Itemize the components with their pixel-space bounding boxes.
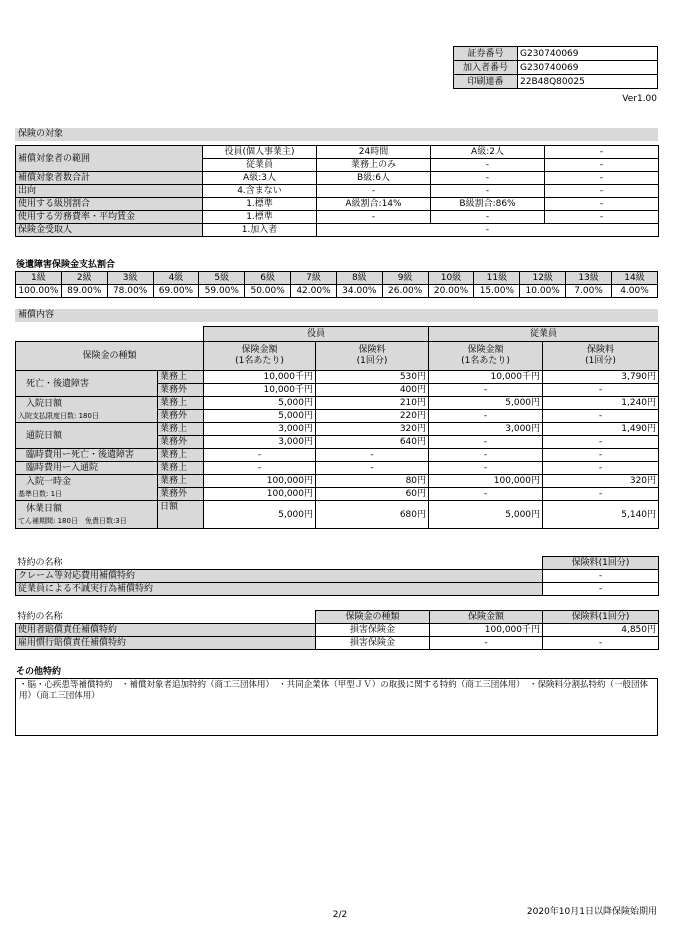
rest-employee-premium: 5,140円: [543, 501, 659, 529]
coverage-kind: 業務上: [158, 462, 204, 475]
coverage-blank: [16, 327, 204, 342]
coverage-item-title: 死亡・後遺障害: [26, 378, 90, 389]
rider-name: 使用者賠償責任補償特約: [16, 624, 316, 637]
coverage-item-title: 入院一時金: [26, 476, 72, 487]
coverage-item-name: [16, 475, 158, 501]
target-cell: B級割合:86%: [431, 198, 545, 211]
riders2-header: 特約の名称: [16, 611, 316, 624]
riders2-premium-header: 保険料(1回分): [543, 611, 659, 624]
target-cell: -: [431, 172, 545, 185]
col-officer-premium: [316, 342, 429, 371]
grade-value: 78.00%: [107, 285, 153, 298]
target-cell: -: [545, 198, 659, 211]
officer-amount: 3,000円: [204, 423, 316, 436]
grade-label: 9級: [382, 272, 428, 285]
grade-label: 3級: [107, 272, 153, 285]
target-cell: -: [431, 211, 545, 224]
grade-value: 34.00%: [336, 285, 382, 298]
target-cell: -: [317, 211, 431, 224]
target-row-label: 補償対象者数合計: [16, 172, 203, 185]
policy-number-value: G230740069: [518, 47, 658, 61]
coverage-item-title: 臨時費用ー死亡・後遺障害: [26, 450, 135, 460]
employee-premium: 320円: [543, 475, 659, 488]
coverage-item-title: 通院日額: [26, 430, 63, 441]
grade-value: 59.00%: [199, 285, 245, 298]
target-cell: -: [431, 159, 545, 172]
coverage-kind: 業務外: [158, 488, 204, 501]
grade-label: 12級: [520, 272, 566, 285]
officer-amount: 3,000円: [204, 436, 316, 449]
coverage-item-note: 基準日数: 1日: [18, 489, 63, 498]
coverage-kind: 業務上: [158, 423, 204, 436]
officer-premium: 210円: [316, 397, 429, 410]
grade-value: 89.00%: [61, 285, 107, 298]
target-row-label: 使用する級別割合: [16, 198, 203, 211]
grade-label: 7級: [291, 272, 337, 285]
member-number-value: G230740069: [518, 61, 658, 75]
coverage-item-note: 入院支払限度日数: 180日: [18, 411, 99, 420]
riders1-premium-header: 保険料(1回分): [543, 557, 659, 570]
target-row-label: 出向: [16, 185, 203, 198]
riders-table-2: [15, 610, 659, 650]
target-row-label: 保険金受取人: [16, 224, 203, 237]
grade-label: 10級: [428, 272, 474, 285]
officer-premium: 80円: [316, 475, 429, 488]
employee-premium: -: [543, 410, 659, 423]
target-cell: -: [545, 185, 659, 198]
col-premium-text: 保険料: [587, 345, 615, 355]
target-cell: -: [545, 211, 659, 224]
officer-amount: 5,000円: [204, 410, 316, 423]
employee-premium: 1,490円: [543, 423, 659, 436]
target-cell: A級割合:14%: [317, 198, 431, 211]
grade-value: 26.00%: [382, 285, 428, 298]
grade-value: 42.00%: [291, 285, 337, 298]
col-premium-text: 保険料: [358, 345, 386, 355]
target-cell: A級:2人: [431, 146, 545, 159]
grade-value: 10.00%: [520, 285, 566, 298]
policy-id-table: [453, 46, 658, 89]
grade-label: 13級: [566, 272, 612, 285]
member-number-label: 加入者番号: [454, 61, 518, 75]
coverage-item-name: [16, 371, 158, 397]
grade-label: 4級: [153, 272, 199, 285]
officer-amount: -: [204, 449, 316, 462]
col-officer-amount: [204, 342, 316, 371]
rider-name: クレーム等対応費用補償特約: [16, 570, 543, 583]
print-serial-label: 印刷連番: [454, 75, 518, 89]
coverage-item-title: 入院日額: [26, 398, 63, 409]
col-premium-sub: (1回分): [585, 356, 616, 366]
target-cell: 従業員: [203, 159, 317, 172]
target-cell: 1.加入者: [203, 224, 317, 237]
target-row-label: 補償対象者の範囲: [16, 146, 203, 172]
target-cell: -: [317, 185, 431, 198]
page-number: 2/2: [332, 910, 348, 920]
grade-label: 14級: [611, 272, 657, 285]
employee-premium: -: [543, 384, 659, 397]
section-title-grades: 後遺障害保険金支払割合: [16, 260, 116, 270]
grade-value: 20.00%: [428, 285, 474, 298]
target-cell: 業務上のみ: [317, 159, 431, 172]
officer-premium: -: [316, 462, 429, 475]
grade-label: 11級: [474, 272, 520, 285]
coverage-kind: 業務上: [158, 371, 204, 384]
col-employee-amount: [429, 342, 543, 371]
coverage-table: [15, 326, 659, 529]
target-cell: 4.含まない: [203, 185, 317, 198]
target-table: [15, 145, 659, 237]
employee-amount: -: [429, 488, 543, 501]
target-cell: -: [545, 172, 659, 185]
employee-amount: 3,000円: [429, 423, 543, 436]
col-employee-premium: [543, 342, 659, 371]
coverage-kind: 業務外: [158, 436, 204, 449]
grades-table: [15, 271, 658, 298]
grade-label: 6級: [245, 272, 291, 285]
target-cell: -: [431, 185, 545, 198]
col-amount-text: 保険金額: [241, 345, 278, 355]
employee-premium: -: [543, 488, 659, 501]
employee-premium: -: [543, 449, 659, 462]
coverage-kind: 業務上: [158, 397, 204, 410]
rider-premium: -: [543, 637, 659, 650]
coverage-kind: 業務上: [158, 475, 204, 488]
officer-amount: 100,000円: [204, 475, 316, 488]
version-label: Ver1.00: [622, 94, 657, 104]
col-amount-text: 保険金額: [467, 345, 504, 355]
employee-amount: 100,000円: [429, 475, 543, 488]
employee-premium: 1,240円: [543, 397, 659, 410]
target-cell: A級:3人: [203, 172, 317, 185]
officer-amount: 5,000円: [204, 397, 316, 410]
rest-kind: 日額: [158, 501, 204, 529]
employee-amount: -: [429, 384, 543, 397]
officer-amount: -: [204, 462, 316, 475]
col-type: 保険金の種類: [16, 342, 204, 371]
rest-name-cell: [16, 501, 158, 529]
coverage-item-title: 臨時費用ー入通院: [26, 463, 99, 473]
rest-name: 休業日額: [26, 504, 63, 514]
section-title-target: 保険の対象: [15, 128, 658, 141]
rest-officer-amount: 5,000円: [204, 501, 316, 529]
grade-label: 1級: [16, 272, 62, 285]
officer-amount: 10,000千円: [204, 371, 316, 384]
policy-number-label: 証券番号: [454, 47, 518, 61]
grade-label: 2級: [61, 272, 107, 285]
target-cell: 役員(個人事業主): [203, 146, 317, 159]
riders1-header: 特約の名称: [16, 557, 543, 570]
rider-premium: -: [543, 570, 659, 583]
riders2-type-header: 保険金の種類: [316, 611, 430, 624]
target-cell: -: [545, 146, 659, 159]
grade-value: 69.00%: [153, 285, 199, 298]
coverage-kind: 業務外: [158, 384, 204, 397]
employee-premium: -: [543, 436, 659, 449]
employee-amount: -: [429, 410, 543, 423]
grade-label: 8級: [336, 272, 382, 285]
rider-amount: -: [430, 637, 543, 650]
employee-amount: 5,000円: [429, 397, 543, 410]
section-title-coverage: 補償内容: [15, 309, 658, 322]
employee-premium: 3,790円: [543, 371, 659, 384]
target-cell: -: [545, 159, 659, 172]
rider-type: 損害保険金: [316, 624, 430, 637]
footer-note: 2020年10月1日以降保険始期用: [526, 907, 657, 917]
rest-note: てん補期間: 180日 免責日数:3日: [18, 517, 127, 525]
coverage-item-name: [16, 462, 158, 475]
other-riders-box: [15, 678, 658, 736]
target-cell: -: [317, 224, 659, 237]
officer-premium: -: [316, 449, 429, 462]
officer-amount: 10,000千円: [204, 384, 316, 397]
officer-premium: 320円: [316, 423, 429, 436]
rider-premium: -: [543, 583, 659, 596]
coverage-kind: 業務上: [158, 449, 204, 462]
col-amount-sub: (1名あたり): [461, 356, 510, 366]
coverage-item-name: [16, 449, 158, 462]
rider-amount: 100,000千円: [430, 624, 543, 637]
employee-premium: -: [543, 462, 659, 475]
employee-amount: 10,000千円: [429, 371, 543, 384]
employee-amount: -: [429, 436, 543, 449]
rider-premium: 4,850円: [543, 624, 659, 637]
employee-amount: -: [429, 462, 543, 475]
rider-name: 従業員による不誠実行為補償特約: [16, 583, 543, 596]
riders-table-1: [15, 556, 659, 596]
grade-value: 15.00%: [474, 285, 520, 298]
employee-amount: -: [429, 449, 543, 462]
officer-premium: 640円: [316, 436, 429, 449]
target-cell: B級:6人: [317, 172, 431, 185]
target-cell: 24時間: [317, 146, 431, 159]
grade-label: 5級: [199, 272, 245, 285]
officer-amount: 100,000円: [204, 488, 316, 501]
group-officer: 役員: [204, 327, 429, 342]
grade-value: 50.00%: [245, 285, 291, 298]
group-employee: 従業員: [429, 327, 659, 342]
target-row-label: 使用する労務費率・平均賃金: [16, 211, 203, 224]
rest-officer-premium: 680円: [316, 501, 429, 529]
grade-value: 100.00%: [16, 285, 62, 298]
coverage-item-name: [16, 397, 158, 423]
officer-premium: 400円: [316, 384, 429, 397]
section-title-other: その他特約: [16, 667, 62, 677]
grade-value: 4.00%: [611, 285, 657, 298]
officer-premium: 530円: [316, 371, 429, 384]
coverage-item-name: [16, 423, 158, 449]
target-cell: 1.標準: [203, 198, 317, 211]
officer-premium: 60円: [316, 488, 429, 501]
print-serial-value: 22B48Q80025: [518, 75, 658, 89]
rider-name: 雇用慣行賠償責任補償特約: [16, 637, 316, 650]
rider-type: 損害保険金: [316, 637, 430, 650]
col-premium-sub: (1回分): [356, 356, 388, 366]
coverage-kind: 業務外: [158, 410, 204, 423]
col-amount-sub: (1名あたり): [235, 356, 284, 366]
grade-value: 7.00%: [566, 285, 612, 298]
target-cell: 1.標準: [203, 211, 317, 224]
other-riders-text: ・脳・心疾患等補償特約 ・補償対象者追加特約（商工三団体用） ・共同企業体（甲型ＪＶ）の取扱に関する特約（商工三団体用） ・保険料分割払特約（一般団体用）（商工三団体用）: [19, 680, 649, 701]
rest-employee-amount: 5,000円: [429, 501, 543, 529]
riders2-amount-header: 保険金額: [430, 611, 543, 624]
officer-premium: 220円: [316, 410, 429, 423]
